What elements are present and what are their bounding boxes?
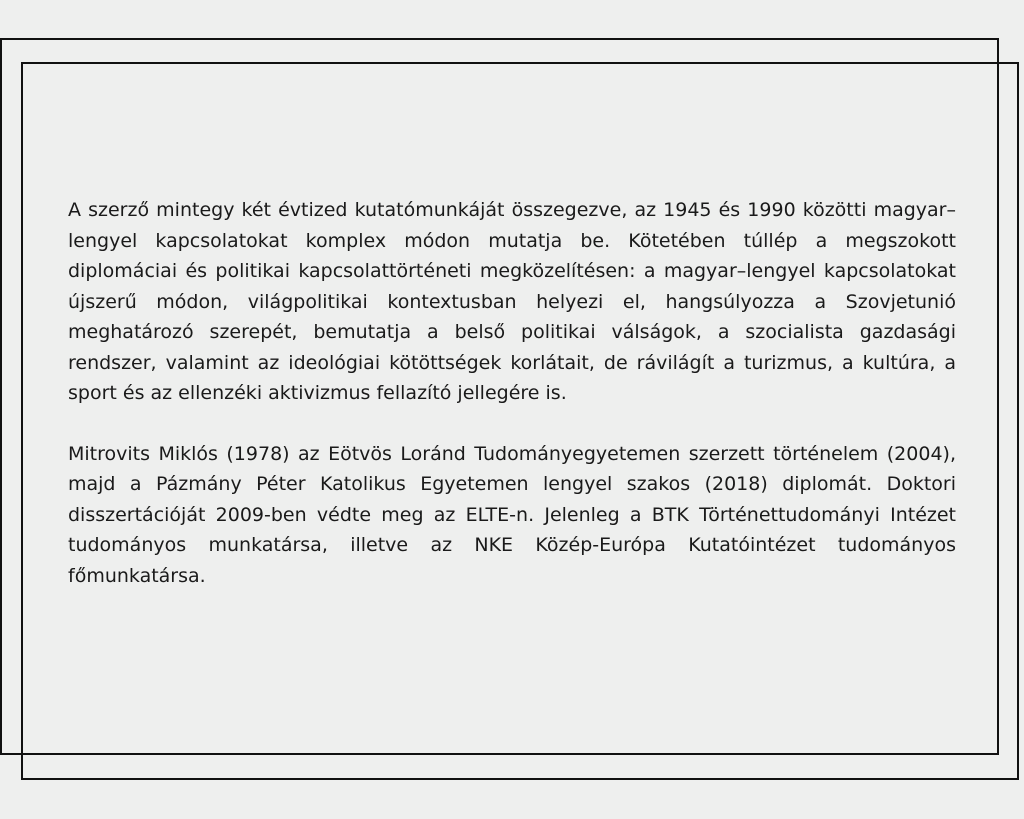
author-bio-paragraph: Mitrovits Miklós (1978) az Eötvös Loránd Tudományegyetemen szerzett történelem (2004), majd a Pázmány Péter Katolikus Egyetemen lengyel szakos (2018) diplomát. Doktori disszertációját 2009-ben védte meg az ELTE-n. Jelenleg a BTK Történettudományi Intézet tudományos munkatársa, illetve az NKE Közép-Európa Kutatóintézet tudományos főmunkatársa. <box>68 442 956 587</box>
summary-paragraph: A szerző mintegy két évtized kutatómunkáját összegezve, az 1945 és 1990 közötti magyar–lengyel kapcsolatokat komplex módon mutatja be. Kötetében túllép a megszokott diplomáciai és politikai kapcsolattörténeti megközelítésen: a magyar–lengyel kapcsolatokat újszerű módon, világpolitikai kontextusban helyezi el, hangsúlyozza a Szovjetunió meghatározó szerepét, bemutatja a belső politikai válságok, a szocialista gazdasági rendszer, valamint az ideológiai kötöttségek korlátait, de rávilágít a turizmus, a kultúra, a sport és az ellenzéki aktivizmus fellazító jellegére is. <box>68 199 956 404</box>
text-block <box>68 195 956 591</box>
